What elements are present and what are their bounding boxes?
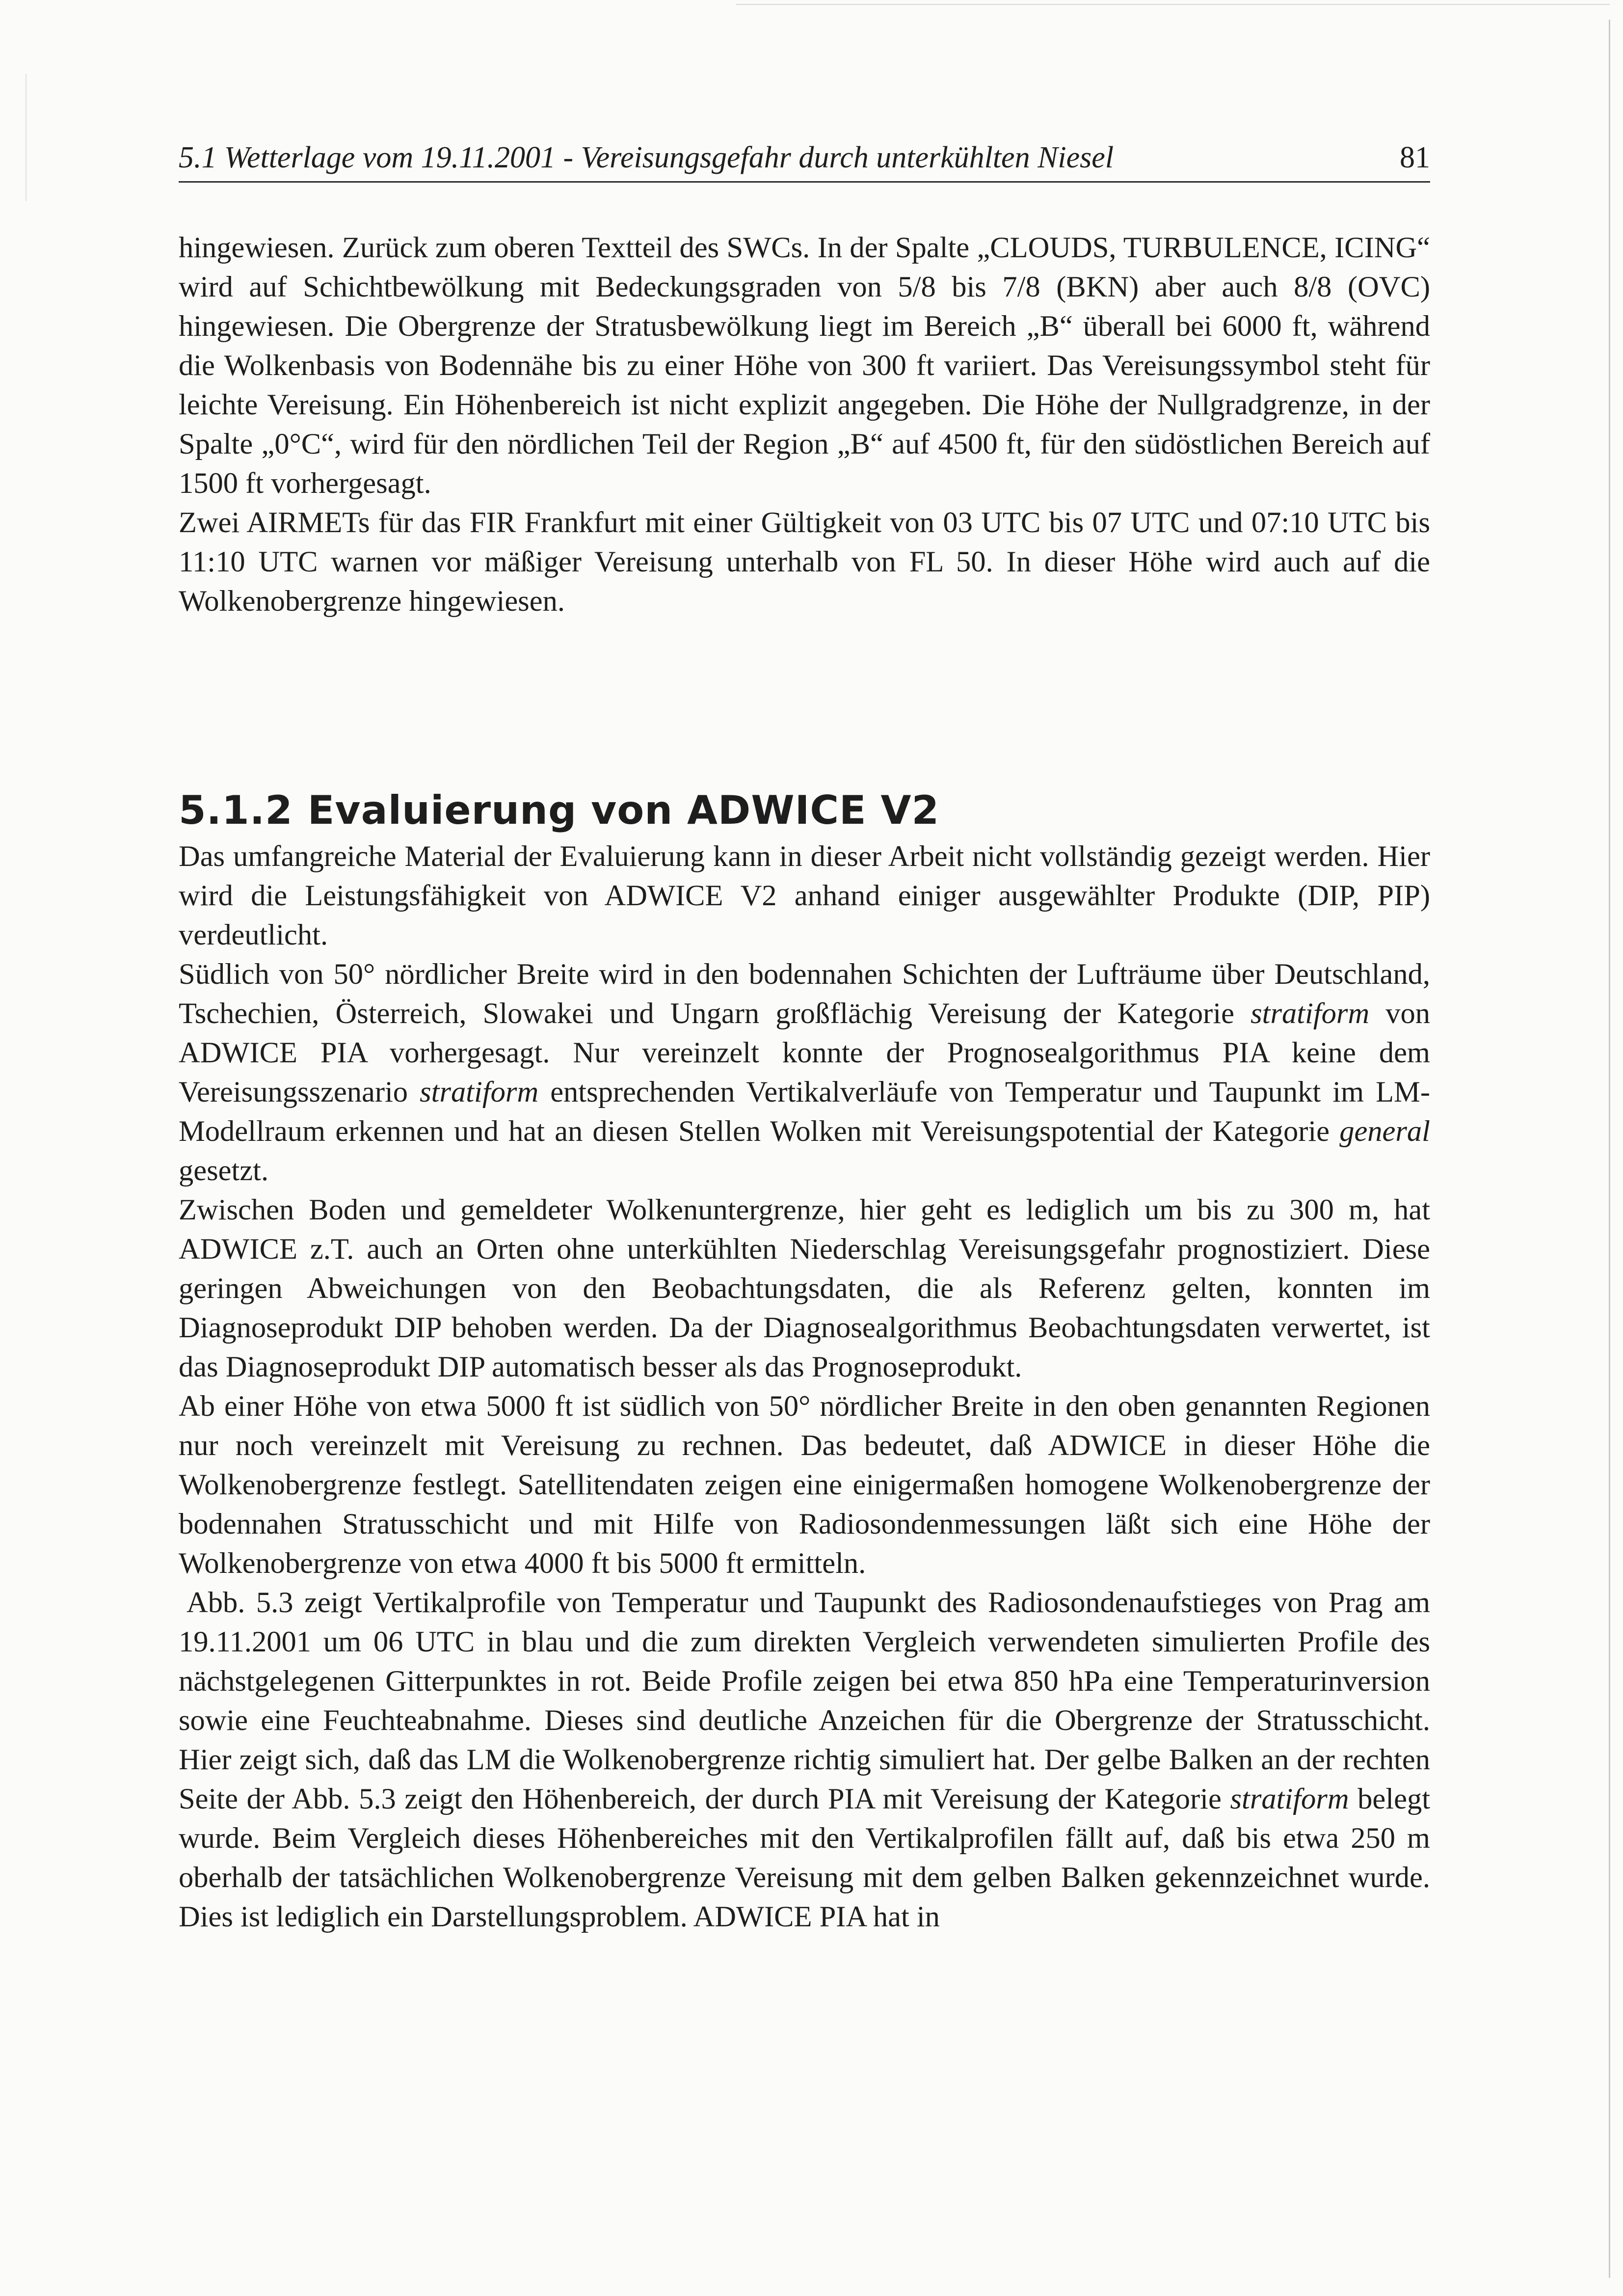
section-heading bbox=[179, 787, 939, 833]
paragraph-pia-forecast bbox=[179, 955, 1430, 1190]
running-head bbox=[179, 132, 1430, 181]
text-run: gesetzt. bbox=[179, 1154, 269, 1187]
scan-edge-right bbox=[1609, 20, 1610, 2278]
header-rule bbox=[179, 181, 1430, 183]
paragraph-intro: Das umfangreiche Material der Evaluierung kann in dieser Arbeit nicht vollständig gezeigt werden. Hier wird die Leistungsfähigkeit von ADWICE V2 anhand einiger ausgewählter Produkte (DIP, PIP) verdeutlicht. bbox=[179, 840, 1430, 951]
scan-edge-left bbox=[26, 74, 27, 201]
text-run: von ADWICE PIA vorhergesagt. Nur vereinzelt konnte der Prognosealgorithmus PIA keine dem Vereisungsszenario bbox=[179, 997, 1430, 1108]
text-run: belegt wurde. Beim Vergleich dieses Höhenbereiches mit den Vertikalprofilen fällt auf, daß bis etwa 250 m oberhalb der tatsächlichen Wolkenobergrenze Vereisung mit dem gelben Balken gekennzeichnet wurde. Dies ist lediglich ein Darstellungsproblem. ADWICE PIA hat in bbox=[179, 1783, 1431, 1933]
text-run: entsprechenden Vertikalverläufe von Temperatur und Taupunkt im LM-Modellraum erkennen und hat an diesen Stellen Wolken mit Vereisungspotential der Kategorie bbox=[179, 1076, 1430, 1148]
paragraph-dip-correction: Zwischen Boden und gemeldeter Wolkenuntergrenze, hier geht es lediglich um bis zu 300 m, hat ADWICE z.T. auch an Orten ohne unterkühlten Niederschlag Vereisungsgefahr prognostiziert. Diese geringen Abweichungen von den Beobachtungsdaten, die als Referenz gelten, konnten im Diagnoseprodukt DIP behoben werden. Da der Diagnosealgorithmus Beobachtungsdaten verwertet, ist das Diagnoseprodukt DIP automatisch besser als das Prognoseprodukt. bbox=[179, 1193, 1430, 1383]
running-title: 5.1 Wetterlage vom 19.11.2001 - Vereisungsgefahr durch unterkühlten Niesel bbox=[179, 141, 1114, 174]
paragraph-airmets: Zwei AIRMETs für das FIR Frankfurt mit einer Gültigkeit von 03 UTC bis 07 UTC und 07:10 UTC bis 11:10 UTC warnen vor mäßiger Vereisung unterhalb von FL 50. In dieser Höhe wird auch auf die Wolkenobergrenze hingewiesen. bbox=[179, 506, 1430, 618]
paragraph-figure-5-3 bbox=[179, 1583, 1430, 1937]
section-title: Evaluierung von ADWICE V2 bbox=[307, 787, 940, 834]
text-block-top bbox=[179, 228, 1430, 621]
text-run: Abb. 5.3 zeigt Vertikalprofile von Temperatur und Taupunkt des Radiosondenaufstieges von Prag am 19.11.2001 um 06 UTC in blau und die zum direkten Vergleich verwendeten simulierten Profile des nächstgelegenen Gitterpunktes in rot. Beide Profile zeigen bei etwa 850 hPa eine Temperaturinversion sowie eine Feuchteabnahme. Dieses sind deutliche Anzeichen für die Obergrenze der Stratusschicht. Hier zeigt sich, daß das LM die Wolkenobergrenze richtig simuliert hat. Der gelbe Balken an der rechten Seite der Abb. 5.3 zeigt den Höhenbereich, der durch PIA mit Vereisung der Kategorie bbox=[179, 1586, 1430, 1815]
emphasis-stratiform: stratiform bbox=[420, 1076, 539, 1108]
page-number: 81 bbox=[1400, 141, 1430, 174]
section-number: 5.1.2 bbox=[179, 787, 293, 834]
emphasis-stratiform: stratiform bbox=[1251, 997, 1370, 1030]
emphasis-stratiform: stratiform bbox=[1230, 1783, 1349, 1815]
emphasis-general: general bbox=[1339, 1115, 1430, 1148]
paragraph-swc-continuation: hingewiesen. Zurück zum oberen Textteil des SWCs. In der Spalte „CLOUDS, TURBULENCE, ICING“ wird auf Schichtbewölkung mit Bedeckungsgraden von 5/8 bis 7/8 (BKN) aber auch 8/8 (OVC) hingewiesen. Die Obergrenze der Stratusbewölkung liegt im Bereich „B“ überall bei 6000 ft, während die Wolkenbasis von Bodennähe bis zu einer Höhe von 300 ft variiert. Das Vereisungssymbol steht für leichte Vereisung. Ein Höhenbereich ist nicht explizit angegeben. Die Höhe der Nullgradgrenze, in der Spalte „0°C“, wird für den nördlichen Teil der Region „B“ auf 4500 ft, für den südöstlichen Bereich auf 1500 ft vorhergesagt. bbox=[179, 231, 1430, 500]
text-block-section bbox=[179, 837, 1430, 1937]
paragraph-cloud-top: Ab einer Höhe von etwa 5000 ft ist südlich von 50° nördlicher Breite in den oben genannten Regionen nur noch vereinzelt mit Vereisung zu rechnen. Das bedeutet, daß ADWICE in dieser Höhe die Wolkenobergrenze festlegt. Satellitendaten zeigen eine einigermaßen homogene Wolkenobergrenze der bodennahen Stratusschicht und mit Hilfe von Radiosondenmessungen läßt sich eine Höhe der Wolkenobergrenze von etwa 4000 ft bis 5000 ft ermitteln. bbox=[179, 1390, 1430, 1580]
text-run: Südlich von 50° nördlicher Breite wird in den bodennahen Schichten der Lufträume über Deutschland, Tschechien, Österreich, Slowakei und Ungarn großflächig Vereisung der Kategorie bbox=[179, 958, 1430, 1030]
scan-edge-top bbox=[736, 4, 1610, 5]
